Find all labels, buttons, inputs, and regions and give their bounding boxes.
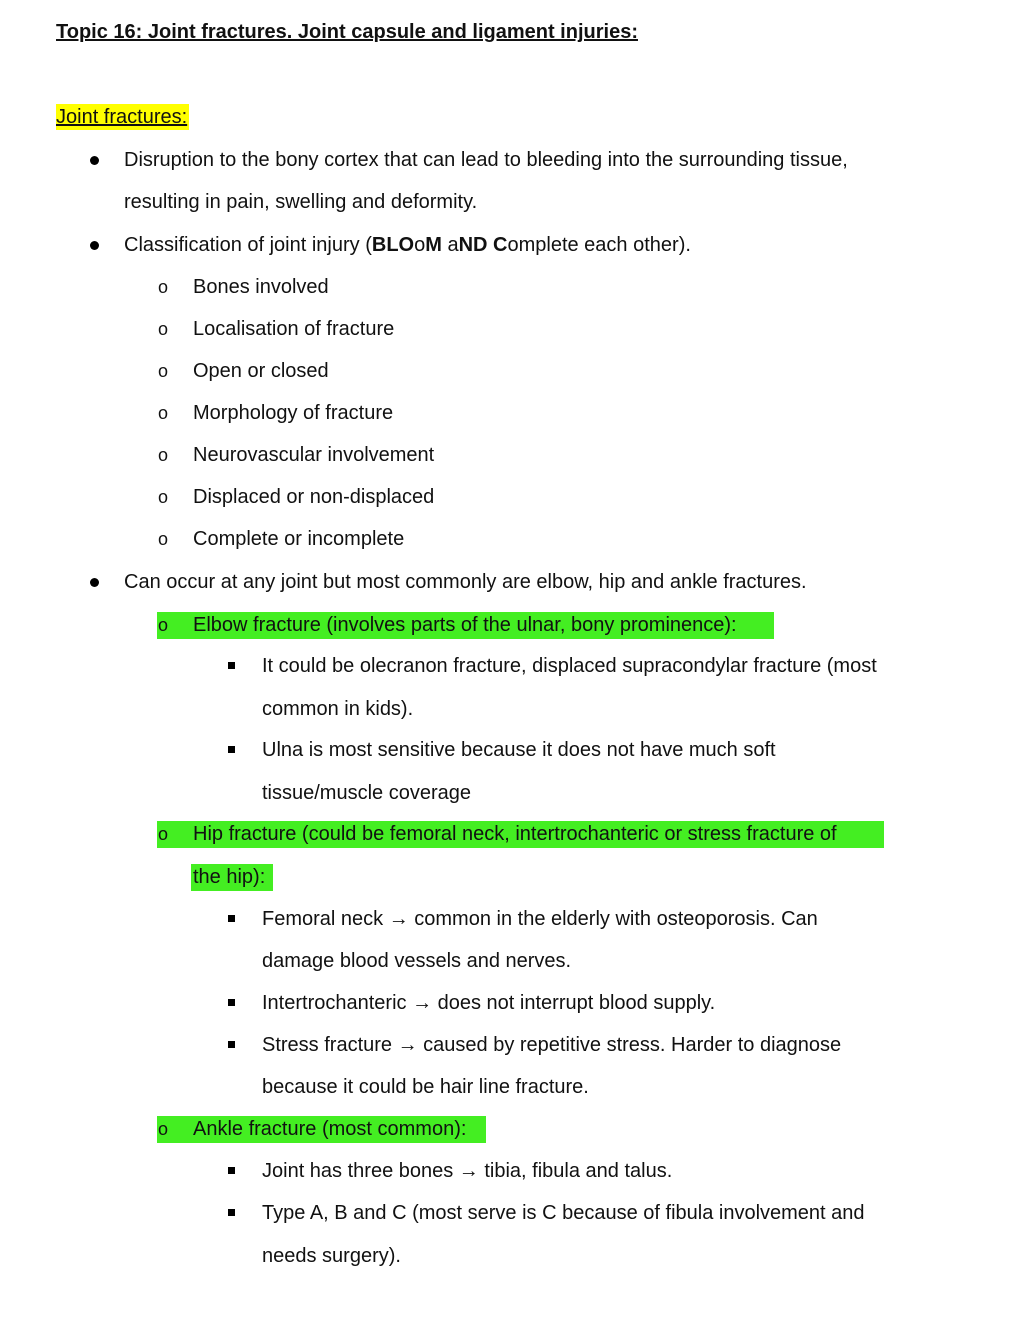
classification-item: Open or closed — [193, 360, 329, 382]
classification-item: Neurovascular involvement — [193, 444, 435, 466]
bullet-2-classification — [124, 232, 691, 258]
circle-marker: o — [158, 1119, 169, 1139]
bullet-dot — [90, 241, 99, 250]
section-heading-joint-fractures: Joint fractures: — [56, 106, 188, 128]
circle-marker: o — [158, 277, 169, 297]
b2-bold-1: BLO — [371, 234, 415, 256]
elbow-heading: Elbow fracture (involves parts of the ulnar, bony prominence): — [193, 614, 737, 636]
elbow-point-2-line-1: Ulna is most sensitive because it does not have much soft — [262, 739, 776, 761]
hip-point-3-line-2: because it could be hair line fracture. — [262, 1076, 589, 1098]
square-bullet — [228, 662, 235, 669]
square-bullet — [228, 746, 235, 753]
classification-item: Complete or incomplete — [193, 528, 405, 550]
page-title: Topic 16: Joint fractures. Joint capsule and ligament injuries: — [56, 21, 638, 43]
square-bullet — [228, 915, 235, 922]
hip-heading-line-2: the hip): — [193, 866, 266, 888]
classification-item: Displaced or non-displaced — [193, 486, 435, 508]
ankle-heading: Ankle fracture (most common): — [193, 1118, 467, 1140]
elbow-point-1-line-1: It could be olecranon fracture, displaced supracondylar fracture (most — [262, 655, 877, 677]
bullet-dot — [90, 156, 99, 165]
ankle-point-2-line-1: Type A, B and C (most serve is C because of fibula involvement and — [262, 1202, 865, 1224]
hip-point-1-line-1: Femoral neck → common in the elderly with osteoporosis. Can — [262, 908, 818, 930]
circle-marker: o — [158, 361, 169, 381]
classification-item: Localisation of fracture — [193, 318, 395, 340]
bullet-1-line-1: Disruption to the bony cortex that can lead to bleeding into the surrounding tissue, — [124, 149, 848, 171]
b2-prefix: Classification of joint injury ( — [124, 234, 372, 256]
elbow-point-1-line-2: common in kids). — [262, 698, 414, 720]
elbow-point-2-line-2: tissue/muscle coverage — [262, 782, 471, 804]
b2-bold-3: ND C — [458, 234, 508, 256]
square-bullet — [228, 1167, 235, 1174]
square-bullet — [228, 1041, 235, 1048]
classification-item: Bones involved — [193, 276, 329, 298]
hip-point-3-line-1: Stress fracture → caused by repetitive stress. Harder to diagnose — [262, 1034, 842, 1056]
square-bullet — [228, 999, 235, 1006]
circle-marker: o — [158, 319, 169, 339]
bullet-dot — [90, 578, 99, 587]
square-bullet — [228, 1209, 235, 1216]
circle-marker: o — [158, 824, 169, 844]
circle-marker: o — [158, 445, 169, 465]
b2-bold-2: M — [425, 234, 442, 256]
b2-plain-1: o — [414, 234, 426, 256]
classification-item: Morphology of fracture — [193, 402, 394, 424]
circle-marker: o — [158, 487, 169, 507]
circle-marker: o — [158, 615, 169, 635]
b2-plain-2: a — [441, 234, 459, 256]
bullet-1-line-2: resulting in pain, swelling and deformity. — [124, 191, 478, 213]
circle-marker: o — [158, 529, 169, 549]
bullet-3-common-sites: Can occur at any joint but most commonly are elbow, hip and ankle fractures. — [124, 571, 807, 593]
circle-marker: o — [158, 403, 169, 423]
ankle-point-1: Joint has three bones → tibia, fibula and talus. — [262, 1160, 673, 1182]
b2-suffix: omplete each other). — [507, 234, 691, 256]
hip-point-1-line-2: damage blood vessels and nerves. — [262, 950, 572, 972]
ankle-point-2-line-2: needs surgery). — [262, 1245, 401, 1267]
hip-point-2: Intertrochanteric → does not interrupt blood supply. — [262, 992, 716, 1014]
hip-heading-line-1: Hip fracture (could be femoral neck, intertrochanteric or stress fracture of — [193, 823, 837, 845]
